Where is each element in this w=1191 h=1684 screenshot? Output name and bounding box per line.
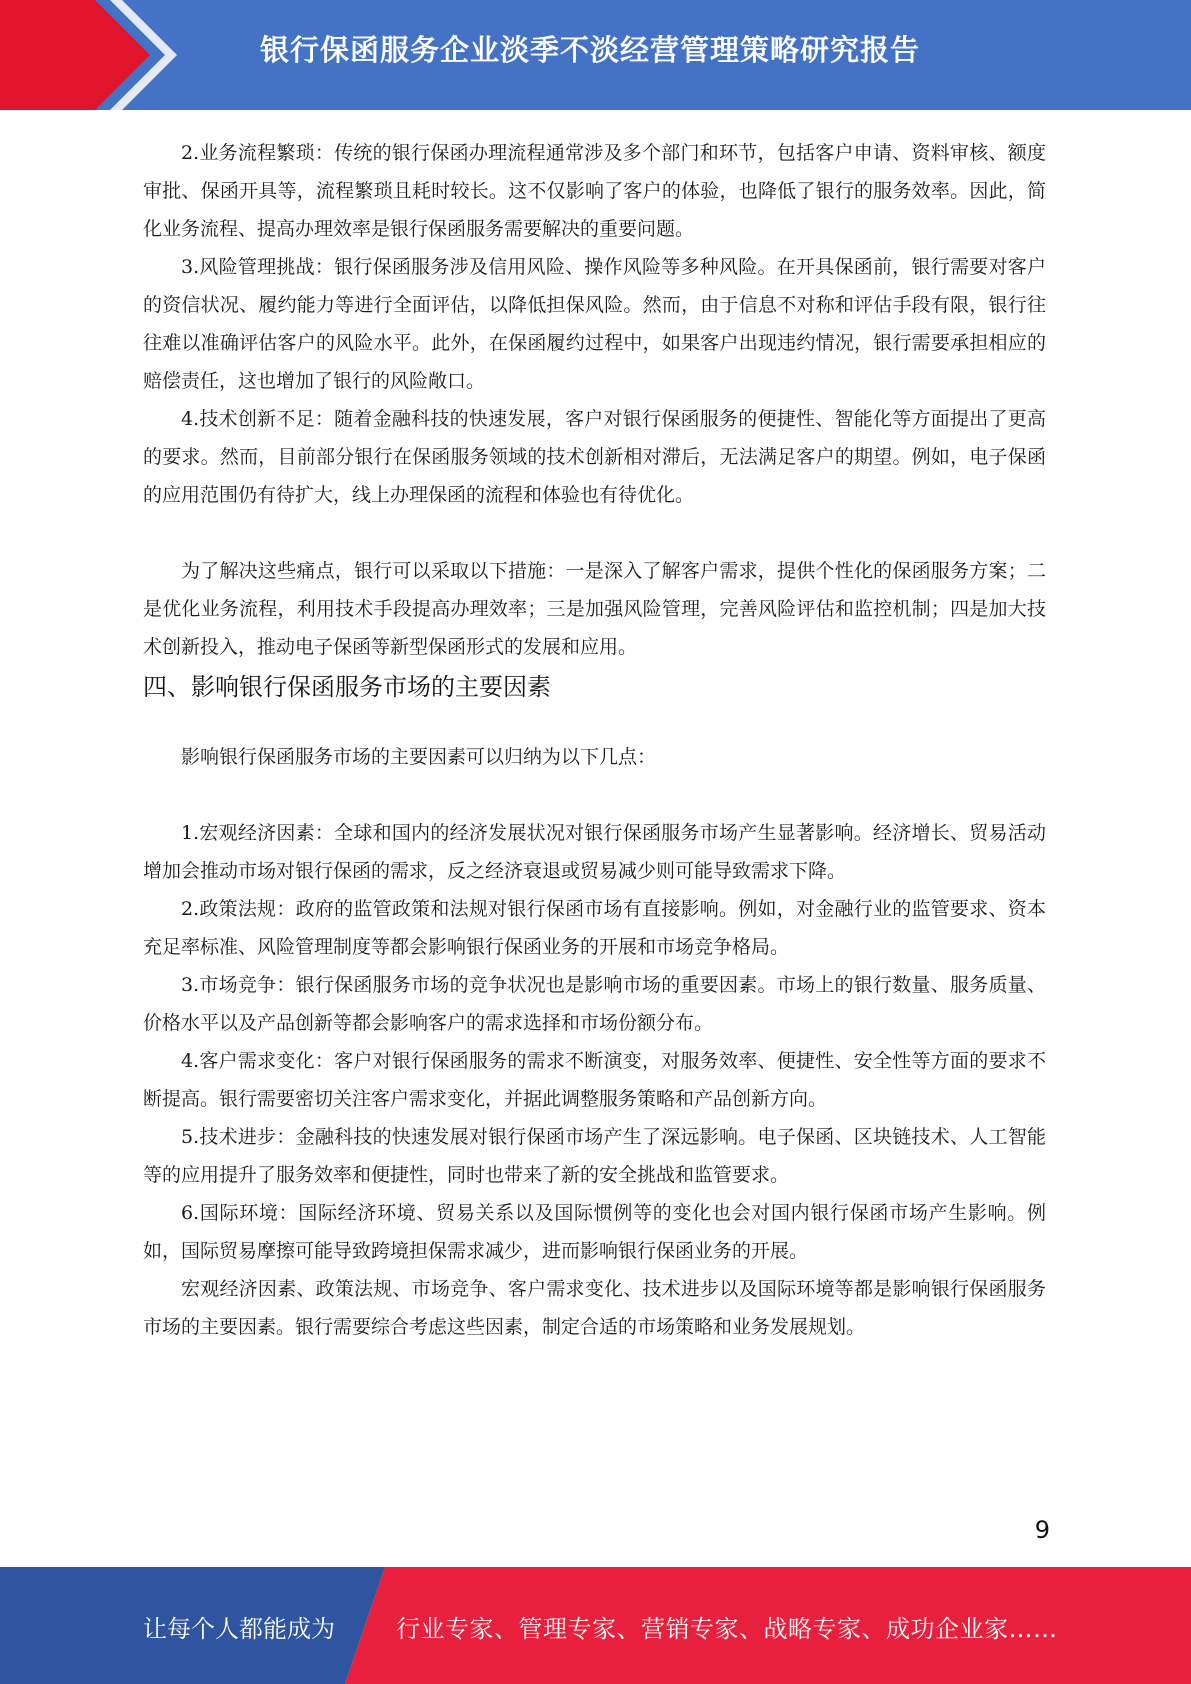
section-heading: 四、影响银行保函服务市场的主要因素 [143,673,551,701]
header-title: 银行保函服务企业淡季不淡经营管理策略研究报告 [260,33,921,67]
page-footer [0,1567,1191,1684]
spacer [143,514,1046,552]
main-content [143,134,1046,1346]
paragraph-workflow: 2.业务流程繁琐：传统的银行保函办理流程通常涉及多个部门和环节，包括客户申请、资料审核、额度审批、保函开具等，流程繁琐且耗时较长。这不仅影响了客户的体验，也降低了银行的服务效率。因此，简化业务流程、提高办理效率是银行保函服务需要解决的重要问题。 [143,142,1046,240]
page-header [0,0,1191,110]
factor-customer-demand: 4.客户需求变化：客户对银行保函服务的需求不断演变，对服务效率、便捷性、安全性等方面的要求不断提高。银行需要密切关注客户需求变化，并据此调整服务策略和产品创新方向。 [143,1050,1046,1110]
factor-technology: 5.技术进步：金融科技的快速发展对银行保函市场产生了深远影响。电子保函、区块链技术、人工智能等的应用提升了服务效率和便捷性，同时也带来了新的安全挑战和监管要求。 [143,1126,1046,1186]
factor-policy: 2.政策法规：政府的监管政策和法规对银行保函市场有直接影响。例如，对金融行业的监管要求、资本充足率标准、风险管理制度等都会影响银行保函业务的开展和市场竞争格局。 [143,898,1046,958]
page-number: 9 [1034,1516,1050,1544]
factor-international: 6.国际环境：国际经济环境、贸易关系以及国际惯例等的变化也会对国内银行保函市场产生影响。例如，国际贸易摩擦可能导致跨境担保需求减少，进而影响银行保函业务的开展。 [143,1202,1046,1262]
factor-competition: 3.市场竞争：银行保函服务市场的竞争状况也是影响市场的重要因素。市场上的银行数量、服务质量、价格水平以及产品创新等都会影响客户的需求选择和市场份额分布。 [143,974,1046,1034]
spacer [143,776,1046,814]
paragraph-summary: 宏观经济因素、政策法规、市场竞争、客户需求变化、技术进步以及国际环境等都是影响银行保函服务市场的主要因素。银行需要综合考虑这些因素，制定合适的市场策略和业务发展规划。 [143,1278,1046,1338]
paragraph-risk-management: 3.风险管理挑战：银行保函服务涉及信用风险、操作风险等多种风险。在开具保函前，银行需要对客户的资信状况、履约能力等进行全面评估，以降低担保风险。然而，由于信息不对称和评估手段有限，银行往往难以准确评估客户的风险水平。此外，在保函履约过程中，如果客户出现违约情况，银行需要承担相应的赔偿责任，这也增加了银行的风险敞口。 [143,256,1046,392]
footer-slogan-right: 行业专家、管理专家、营销专家、战略专家、成功企业家…… [396,1615,1058,1643]
factor-macroeconomic: 1.宏观经济因素：全球和国内的经济发展状况对银行保函服务市场产生显著影响。经济增长、贸易活动增加会推动市场对银行保函的需求，反之经济衰退或贸易减少则可能导致需求下降。 [143,822,1046,882]
paragraph-tech-innovation: 4.技术创新不足：随着金融科技的快速发展，客户对银行保函服务的便捷性、智能化等方面提出了更高的要求。然而，目前部分银行在保函服务领域的技术创新相对滞后，无法满足客户的期望。例如，电子保函的应用范围仍有待扩大，线上办理保函的流程和体验也有待优化。 [143,408,1046,506]
paragraph-measures: 为了解决这些痛点，银行可以采取以下措施：一是深入了解客户需求，提供个性化的保函服务方案；二是优化业务流程，利用技术手段提高办理效率；三是加强风险管理，完善风险评估和监控机制；四是加大技术创新投入，推动电子保函等新型保函形式的发展和应用。 [143,560,1046,658]
paragraph-intro: 影响银行保函服务市场的主要因素可以归纳为以下几点： [181,746,657,768]
footer-slogan-left: 让每个人都能成为 [143,1615,335,1643]
